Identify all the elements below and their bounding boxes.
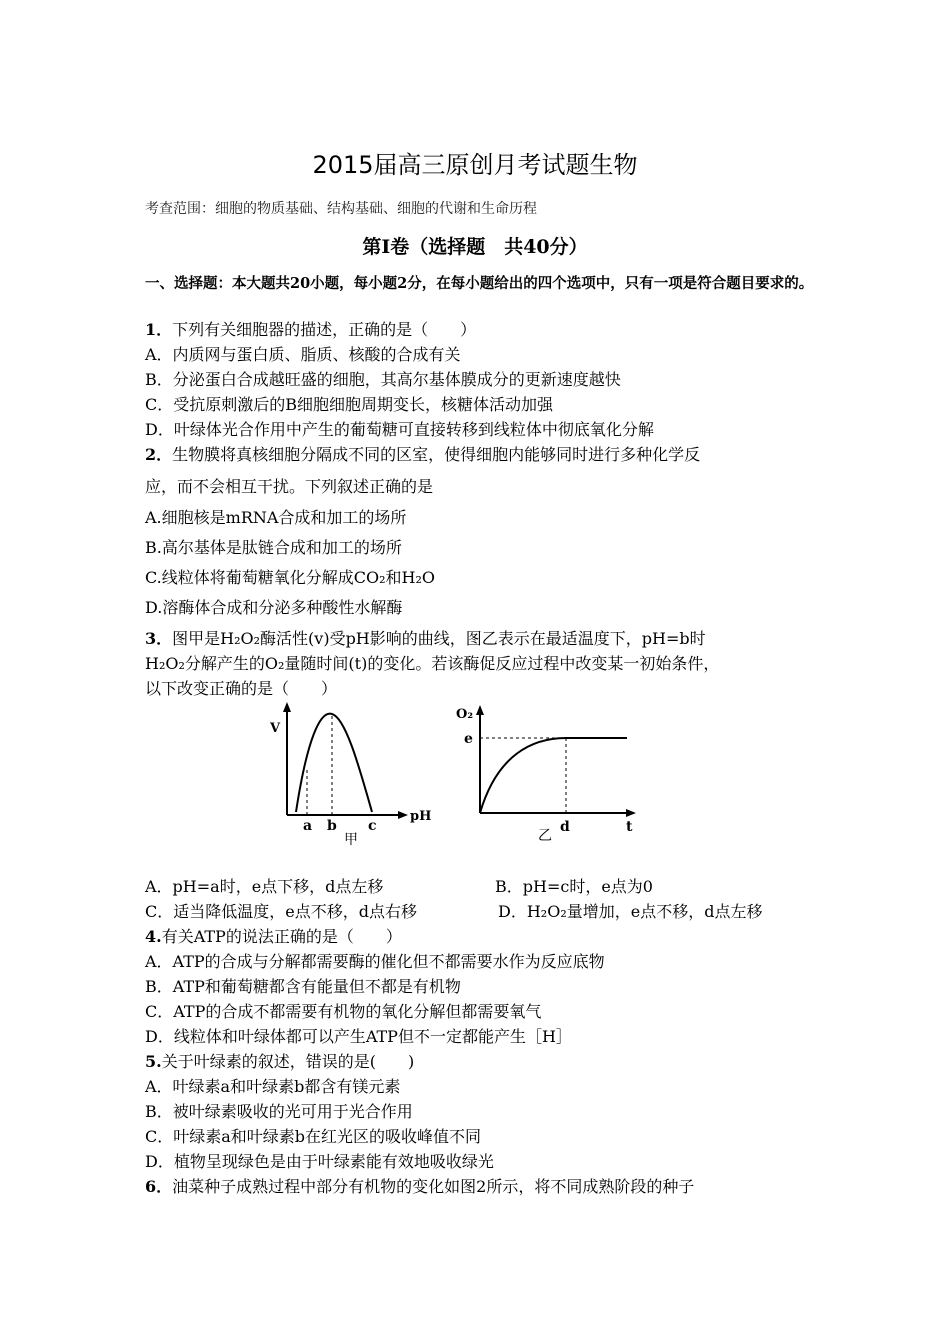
question-3-option-c: C．适当降低温度，e点不移，d点右移 bbox=[145, 902, 417, 921]
question-5-text: 关于叶绿素的叙述，错误的是( ) bbox=[161, 1052, 415, 1071]
question-3-option-a: A．pH=a时，e点下移，d点左移 bbox=[145, 877, 384, 896]
question-1-option-c: C．受抗原刺激后的B细胞细胞周期变长，核糖体活动加强 bbox=[145, 395, 554, 414]
question-4-option-a: A．ATP的合成与分解都需要酶的催化但不都需要水作为反应底物 bbox=[145, 952, 605, 971]
question-2-option-d: D.溶酶体合成和分泌多种酸性水解酶 bbox=[145, 598, 403, 617]
fig-yi-xlabel: t bbox=[626, 819, 633, 835]
question-3-number: 3． bbox=[145, 629, 173, 648]
question-1-number: 1． bbox=[145, 320, 173, 339]
fig-jia-xlabel: pH bbox=[410, 809, 432, 824]
question-3-text-1: 图甲是H₂O₂酶活性(v)受pH影响的曲线，图乙表示在最适温度下，pH=b时 bbox=[172, 629, 706, 648]
question-6-stem bbox=[145, 1175, 694, 1199]
question-3-option-b: B．pH=c时，e点为0 bbox=[495, 877, 653, 896]
exam-scope: 考查范围：细胞的物质基础、结构基础、细胞的代谢和生命历程 bbox=[145, 201, 537, 217]
question-2-stem-line2: 应，而不会相互干扰。下列叙述正确的是 bbox=[145, 477, 434, 496]
question-6-text: 油菜种子成熟过程中部分有机物的变化如图2所示，将不同成熟阶段的种子 bbox=[172, 1177, 695, 1196]
question-6-number: 6． bbox=[145, 1177, 173, 1196]
question-2-number: 2． bbox=[145, 445, 173, 464]
question-5-option-b: B．被叶绿素吸收的光可用于光合作用 bbox=[145, 1102, 413, 1121]
question-3-stem-line1 bbox=[145, 627, 706, 651]
question-3-stem-line3: 以下改变正确的是（ ） bbox=[145, 679, 338, 698]
question-4-option-c: C．ATP的合成不都需要有机物的氧化分解但都需要氧气 bbox=[145, 1002, 542, 1021]
question-5-option-d: D．植物呈现绿色是由于叶绿素能有效地吸收绿光 bbox=[145, 1152, 494, 1171]
question-1-text: 下列有关细胞器的描述，正确的是（ ） bbox=[172, 320, 477, 339]
fig-yi-x-arrow bbox=[626, 809, 636, 817]
fig-jia-tick-b: b bbox=[327, 818, 337, 834]
question-5-option-c: C．叶绿素a和叶绿素b在红光区的吸收峰值不同 bbox=[145, 1127, 482, 1146]
question-2-option-a: A.细胞核是mRNA合成和加工的场所 bbox=[145, 508, 407, 527]
question-2-stem-line1 bbox=[145, 443, 700, 467]
fig-jia-activity-curve bbox=[296, 714, 372, 812]
fig-yi-y-arrow bbox=[476, 705, 484, 715]
question-2-option-b: B.高尔基体是肽链合成和加工的场所 bbox=[145, 538, 402, 557]
question-1-option-a: A．内质网与蛋白质、脂质、核酸的合成有关 bbox=[145, 345, 461, 364]
question-3-stem-line2: H₂O₂分解产生的O₂量随时间(t)的变化。若该酶促反应过程中改变某一初始条件， bbox=[145, 654, 720, 673]
fig-yi-caption: 乙 bbox=[538, 828, 552, 844]
question-1-option-d: D．叶绿体光合作用中产生的葡萄糖可直接转移到线粒体中彻底氧化分解 bbox=[145, 420, 654, 439]
fig-jia-caption: 甲 bbox=[344, 832, 358, 848]
fig-jia-x-arrow bbox=[398, 811, 408, 819]
question-2-option-c: C.线粒体将葡萄糖氧化分解成CO₂和H₂O bbox=[145, 568, 436, 587]
question-4-number: 4. bbox=[145, 927, 162, 946]
fig-yi-d-mark: d bbox=[560, 819, 570, 835]
figure-jia bbox=[262, 700, 442, 850]
fig-jia-ylabel: V bbox=[270, 721, 281, 736]
question-4-option-d: D．线粒体和叶绿体都可以产生ATP但不一定都能产生［H］ bbox=[145, 1027, 572, 1046]
fig-yi-e-mark: e bbox=[464, 731, 473, 747]
section-instructions: 一、选择题：本大题共20小题，每小题2分，在每小题给出的四个选项中，只有一项是符合题目要求的。 bbox=[145, 275, 814, 292]
question-4-option-b: B．ATP和葡萄糖都含有能量但不都是有机物 bbox=[145, 977, 461, 996]
question-1-option-b: B．分泌蛋白合成越旺盛的细胞，其高尔基体膜成分的更新速度越快 bbox=[145, 370, 621, 389]
section-title: 第I卷（选择题 共40分） bbox=[362, 236, 588, 258]
page-title: 2015届高三原创月考试题生物 bbox=[312, 151, 638, 179]
question-4-stem bbox=[145, 925, 402, 949]
question-2-text-1: 生物膜将真核细胞分隔成不同的区室，使得细胞内能够同时进行多种化学反 bbox=[172, 445, 701, 464]
fig-jia-tick-c: c bbox=[368, 818, 377, 834]
fig-jia-y-arrow bbox=[283, 702, 291, 712]
fig-yi-ylabel: O₂ bbox=[456, 707, 474, 722]
question-4-text: 有关ATP的说法正确的是（ ） bbox=[161, 927, 402, 946]
fig-yi-o2-curve bbox=[480, 738, 627, 813]
question-5-stem bbox=[145, 1050, 414, 1074]
question-5-number: 5. bbox=[145, 1052, 162, 1071]
question-1-stem bbox=[145, 318, 476, 342]
figure-yi bbox=[452, 700, 647, 850]
question-5-option-a: A．叶绿素a和叶绿素b都含有镁元素 bbox=[145, 1077, 401, 1096]
fig-jia-tick-a: a bbox=[303, 818, 313, 834]
question-3-option-d: D．H₂O₂量增加，e点不移，d点左移 bbox=[498, 902, 763, 921]
